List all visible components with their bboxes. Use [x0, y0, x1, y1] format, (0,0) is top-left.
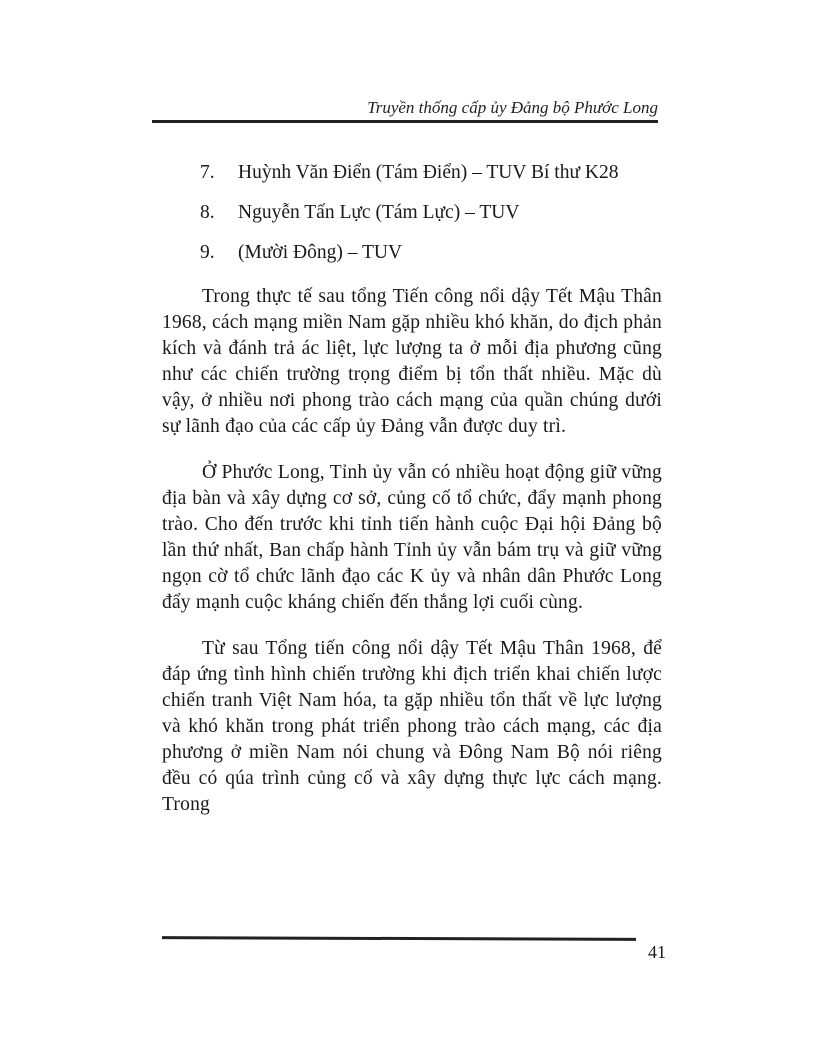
list-item-number: 7. [200, 162, 215, 183]
member-list [162, 160, 662, 266]
running-header-title: Truyền thống cấp ủy Đảng bộ Phước Long [367, 98, 658, 117]
list-item [162, 160, 662, 186]
page-number: 41 [648, 942, 666, 962]
page-body [162, 160, 662, 838]
list-item-number: 8. [200, 202, 215, 223]
list-item-text: Nguyễn Tấn Lực (Tám Lực) – TUV [238, 202, 520, 223]
list-item [162, 240, 662, 266]
paragraph: Ở Phước Long, Tỉnh ủy vẫn có nhiều hoạt động giữ vững địa bàn và xây dựng cơ sở, củng cố tổ chức, đẩy mạnh phong trào. Cho đến trước khi tỉnh tiến hành cuộc Đại hội Đảng bộ lần thứ nhất, Ban chấp hành Tỉnh ủy vẫn bám trụ và giữ vững ngọn cờ tổ chức lãnh đạo các K ủy và nhân dân Phước Long đẩy mạnh cuộc kháng chiến đến thắng lợi cuối cùng. [162, 462, 662, 613]
list-item-text: Huỳnh Văn Điển (Tám Điển) – TUV Bí thư K28 [238, 162, 619, 183]
footer-rule [162, 936, 636, 941]
paragraph: Trong thực tế sau tổng Tiến công nổi dậy Tết Mậu Thân 1968, cách mạng miền Nam gặp nhiều khó khăn, do địch phản kích và đánh trả ác liệt, lực lượng ta ở mỗi địa phương cũng như các chiến trường trọng điểm bị tổn thất nhiều. Mặc dù vậy, ở nhiều nơi phong trào cách mạng của quần chúng dưới sự lãnh đạo của các cấp ủy Đảng vẫn được duy trì. [162, 286, 662, 437]
list-item-text: (Mười Đông) – TUV [238, 242, 403, 263]
list-item [162, 200, 662, 226]
header-rule [152, 120, 658, 123]
list-item-number: 9. [200, 242, 215, 263]
paragraph: Từ sau Tổng tiến công nổi dậy Tết Mậu Thân 1968, để đáp ứng tình hình chiến trường khi địch triển khai chiến lược chiến tranh Việt Nam hóa, ta gặp nhiều tổn thất về lực lượng và khó khăn trong phát triển phong trào cách mạng, các địa phương ở miền Nam nói chung và Đông Nam Bộ nói riêng đều có qúa trình củng cố và xây dựng thực lực cách mạng. Trong [162, 638, 662, 815]
